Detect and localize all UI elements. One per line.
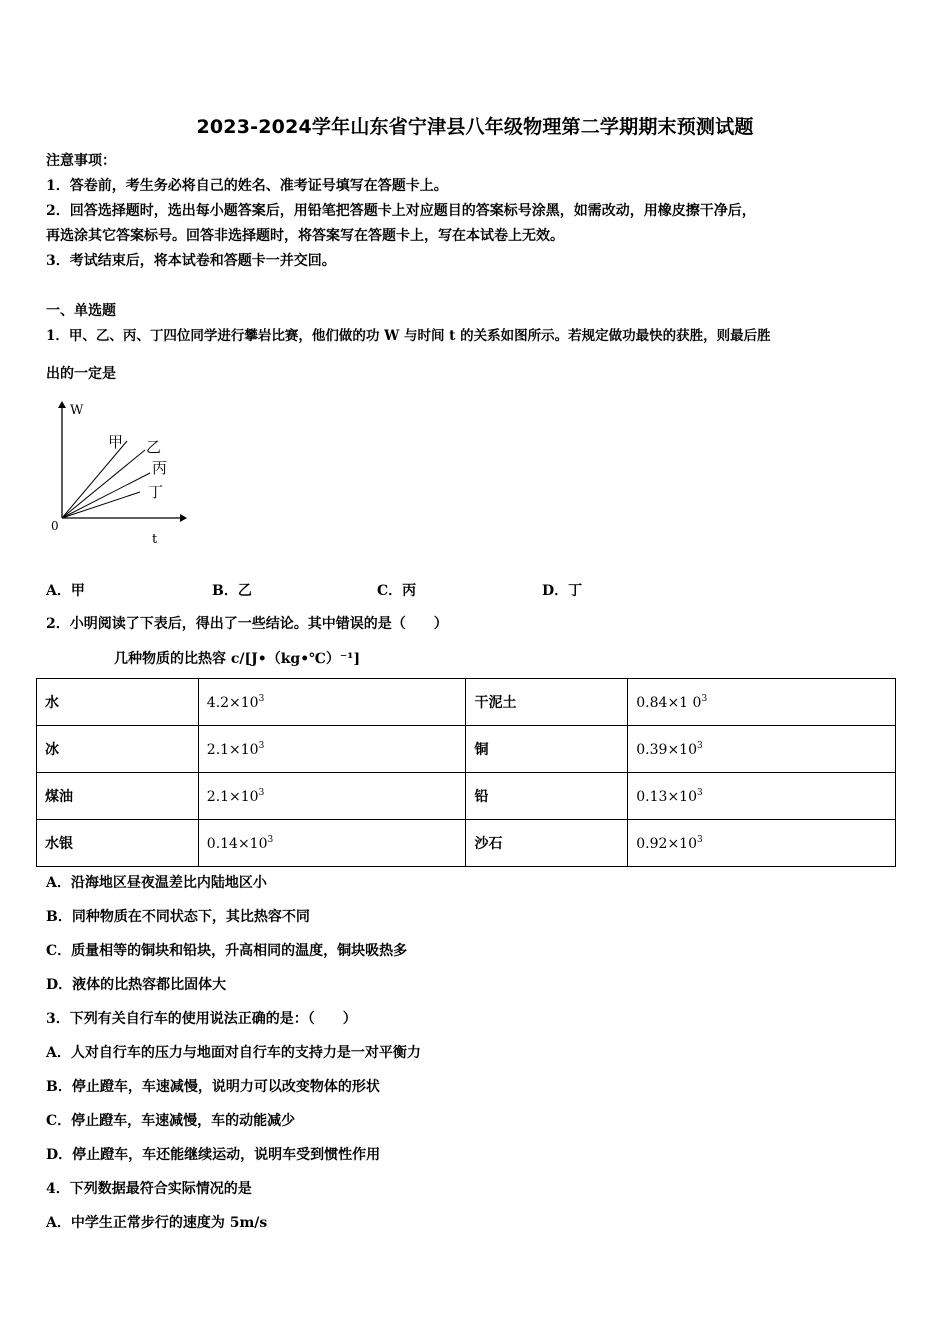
notice-item: 再选涂其它答案标号。回答非选择题时，将答案写在答题卡上，写在本试卷上无效。 (46, 228, 564, 244)
table-cell: 铅 (466, 773, 628, 820)
line-yi (62, 450, 145, 518)
q1-option-d: D．丁 (542, 583, 583, 599)
q1-option-c: C．丙 (377, 583, 417, 599)
notice-heading: 注意事项： (46, 153, 116, 169)
q4-option-a: A．中学生正常步行的速度为 5m/s (46, 1215, 268, 1231)
table-cell: 冰 (37, 726, 199, 773)
line-label-ding: 丁 (148, 483, 164, 501)
q3-option-b: B．停止蹬车，车速减慢，说明力可以改变物体的形状 (46, 1079, 380, 1095)
q3-option-c: C．停止蹬车，车速减慢，车的动能减少 (46, 1113, 296, 1129)
line-label-bing: 丙 (152, 459, 168, 477)
table-cell: $0.13\times 10^3$ (628, 773, 896, 820)
table-cell: 干泥土 (466, 679, 628, 726)
table-cell: $0.14\times 10^3$ (198, 820, 466, 867)
x-axis-label: t (152, 532, 158, 547)
q2-option-c: C．质量相等的铜块和铅块，升高相同的温度，铜块吸热多 (46, 943, 408, 959)
q2-option-b: B．同种物质在不同状态下，其比热容不同 (46, 909, 310, 925)
work-time-graph (40, 395, 200, 555)
q3-option-a: A．人对自行车的压力与地面对自行车的支持力是一对平衡力 (46, 1045, 421, 1061)
table-row (37, 679, 896, 726)
q1-stem-cont: 出的一定是 (46, 366, 116, 382)
q2-option-a: A．沿海地区昼夜温差比内陆地区小 (46, 875, 267, 891)
table-cell: 沙石 (466, 820, 628, 867)
table-cell: 0.84×1 $0^3$ (628, 679, 896, 726)
table-cell: 水银 (37, 820, 199, 867)
table-cell: $2.1\times 10^3$ (198, 773, 466, 820)
table-row (37, 820, 896, 867)
notice-item: 3．考试结束后，将本试卷和答题卡一并交回。 (46, 253, 336, 269)
table-cell: 铜 (466, 726, 628, 773)
table-caption: 几种物质的比热容 c/[J•（kg•℃）⁻¹] (114, 651, 361, 667)
line-bing (62, 473, 150, 518)
y-axis-arrow (58, 401, 66, 408)
table-row (37, 773, 896, 820)
q1-option-b: B．乙 (212, 583, 252, 599)
table-cell: $0.39\times 10^3$ (628, 726, 896, 773)
line-label-jia: 甲 (108, 433, 124, 451)
x-axis-arrow (180, 514, 187, 522)
table-cell: 水 (37, 679, 199, 726)
line-ding (62, 492, 140, 518)
origin-label: 0 (51, 519, 59, 533)
table-cell: $2.1\times 10^3$ (198, 726, 466, 773)
table-cell: 煤油 (37, 773, 199, 820)
page-title: 2023-2024学年山东省宁津县八年级物理第二学期期末预测试题 (196, 116, 754, 138)
y-axis-label: W (70, 403, 84, 418)
table-row (37, 726, 896, 773)
line-label-yi: 乙 (146, 438, 162, 456)
q2-option-d: D．液体的比热容都比固体大 (46, 977, 227, 993)
notice-item: 1．答卷前，考生务必将自己的姓名、准考证号填写在答题卡上。 (46, 178, 448, 194)
section-heading: 一、单选题 (46, 303, 116, 319)
q2-stem: 2．小明阅读了下表后，得出了一些结论。其中错误的是（ ） (46, 616, 448, 632)
table-cell: $0.92\times 10^3$ (628, 820, 896, 867)
q1-option-a: A．甲 (46, 583, 85, 599)
specific-heat-table (36, 678, 896, 867)
notice-item: 2．回答选择题时，选出每小题答案后，用铅笔把答题卡上对应题目的答案标号涂黑，如需改动，用橡皮擦干净后， (46, 203, 756, 219)
q3-option-d: D．停止蹬车，车还能继续运动，说明车受到惯性作用 (46, 1147, 381, 1163)
q4-stem: 4．下列数据最符合实际情况的是 (46, 1181, 252, 1197)
q3-stem: 3．下列有关自行车的使用说法正确的是：（ ） (46, 1011, 357, 1027)
q1-stem: 1．甲、乙、丙、丁四位同学进行攀岩比赛，他们做的功 W 与时间 t 的关系如图所示。若规定做功最快的获胜，则最后胜 (46, 328, 771, 344)
line-jia (62, 441, 127, 518)
table-cell: $4.2\times 10^3$ (198, 679, 466, 726)
